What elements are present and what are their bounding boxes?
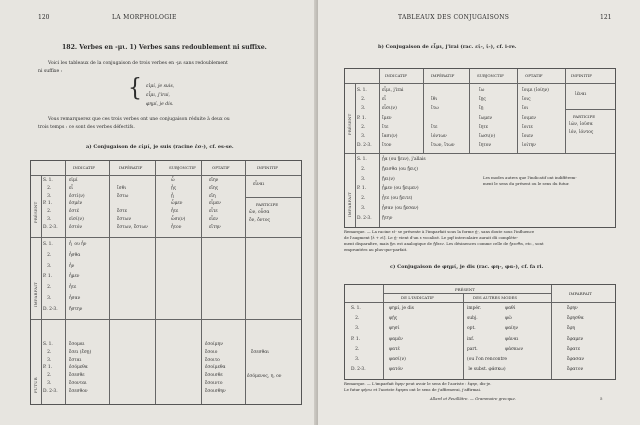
subjonctif-column: ὦ ᾖς ᾖ ὦμεν ἦτε ὦσι(ν) ἦτον [171, 178, 186, 230]
running-head: LA MORPHOLOGIE [112, 14, 177, 21]
note-line-1: Vous remarquerez que ces trois verbes ont une conjugaison réduite à deux ou [48, 117, 230, 122]
imparfait-column: ἔφην ἔφησθα ἔφη ἔφαμεν ἔφατε ἔφασαν ἔφατον [567, 306, 585, 373]
table-rule [383, 285, 384, 379]
participle-value: ὤν, οὖσα ὄν, ὄντος [249, 210, 270, 223]
intro-line-2: ni suffixe : [38, 69, 63, 74]
participle-value: ἰών, ἰοῦσα ἰόν, ἰόντος [569, 122, 594, 135]
remark-line: ment disparaître, mais ᾔει est analogique de ᾔδειν. Les désinences comme celle de ᾔεισθα, etc., sont [344, 241, 544, 246]
page-number: 120 [38, 14, 50, 21]
mode-labels-column: impér. subj. opt. inf. part. (ou l'on rencontre le subst. φάσκω) [467, 306, 507, 373]
indicatif-column: εἶμι, j'irai εἶ εἶσι(ν) ἴμεν ἴτε ἴασι(ν) ἴτον [382, 88, 404, 149]
table-rule [345, 302, 615, 303]
mode-forms-column: φαθί φῶ φαίην φάναι φάσκων [505, 306, 524, 352]
table-note: Les modes autres que l'indicatif ont indifférem- ment le sens du présent ou le sens du futur. [483, 175, 577, 186]
table-rule [345, 83, 615, 84]
participle-label: PARTICIPE [256, 202, 279, 207]
conjugation-table-eimi-go [344, 68, 616, 228]
column-header: SUBJONCTIF [477, 73, 504, 78]
participle-label: PARTICIPE [573, 114, 596, 119]
column-header: DES AUTRES MODES [473, 295, 518, 300]
table-rule [551, 285, 552, 379]
verb-list-brace: { [128, 74, 142, 103]
table-a-title: a) Conjugaison de εἰμί, je suis (racine ἐσ-), cf. es-se. [86, 144, 234, 150]
column-header: INFINITIF [571, 73, 592, 78]
person-column: S. 1. 2. 3. P. 1. 2. 3. D. 2-3. [43, 342, 58, 394]
tense-label: IMPARFAIT [33, 282, 38, 307]
verb-list-item: εἰμί, je suis, [146, 84, 175, 89]
indicatif-column: φημί, je dis φῄς φησί φαμέν φατέ φασί(ν) φατόν [389, 306, 414, 373]
indicatif-column: εἰμί εἶ ἐστί(ν) ἐσμέν ἐστέ εἰσί(ν) ἐστόν [69, 178, 85, 230]
table-rule [41, 175, 42, 404]
section-heading: 182. Verbes en -μι. 1) Verbes sans redoublement ni suffixe. [62, 44, 267, 51]
left-page [0, 0, 318, 425]
imperatif-column: ἴσθι ἔστω ἔστε ἔστων ἔστων, ἔστων [117, 185, 148, 230]
person-column: S. 1. 2. 3. P. 1. 2. 3. D. 2-3. [43, 242, 58, 312]
table-rule [469, 69, 470, 153]
infinitif-value: ἰέναι [575, 92, 587, 97]
column-header: INDICATIF [385, 73, 408, 78]
column-header: IMPARFAIT [569, 291, 592, 296]
page-number: 121 [600, 14, 612, 21]
optatif-column: εἴην εἴης εἴη εἶμεν εἶτε εἶεν εἴτην [209, 178, 221, 230]
column-header: IMPÉRATIF [119, 165, 143, 170]
tense-label: PRÉSENT [347, 113, 352, 135]
conjugation-table-eimi [30, 160, 302, 405]
column-header: OPTATIF [212, 165, 230, 170]
column-header: DE L'INDICATIF [401, 295, 434, 300]
table-b-title: b) Conjugaison de εἶμι, j'irai (rac. εἰ-, ἰ-), cf. i-re. [378, 44, 517, 50]
tense-label: PRÉSENT [33, 201, 38, 223]
intro-line-1: Voici les tableaux de la conjugaison de trois verbes en -μι sans redoublement [48, 61, 228, 66]
indicatif-column: ἦ ου ἦν ἦσθα ἦν ἦμεν ἦτε ἦσαν ἤστην [69, 242, 87, 312]
column-header: OPTATIF [525, 73, 543, 78]
note-line-2: trois temps : ce sont des verbes défectifs. [38, 125, 135, 130]
table-rule [355, 83, 356, 227]
table-rule [31, 237, 301, 238]
column-header: INFINITIF [257, 165, 278, 170]
table-rule [109, 161, 110, 404]
optatif-column: ἐσοίμην ἔσοιο ἔσοιτο ἐσοίμεθα ἔσοισθε ἔσοιντο ἔσοισθην [205, 342, 226, 394]
table-rule [379, 69, 380, 227]
present-header: PRÉSENT [455, 287, 475, 292]
table-c-title: c) Conjugaison de φημί, je dis (rac. φη-, φα-), cf. fa ri. [390, 264, 544, 270]
person-column: S. 1. 2. 3. P. 1. 2. 3. D. 2-3. [357, 88, 372, 149]
person-column: S. 1. 2. 3. P. 1. 2. 3. D. 2-3. [43, 178, 58, 230]
tense-label: FUTUR [33, 377, 38, 393]
table-rule [565, 109, 615, 110]
table-rule [565, 69, 566, 153]
table-rule [345, 153, 615, 154]
conjugation-table-phemi [344, 284, 616, 380]
remark-line: Le futur φήσω et l'aoriste ἔφησα ont le sens de j'affirmerai, j'affirmai. [344, 387, 482, 392]
table-rule [463, 293, 464, 379]
column-header: IMPÉRATIF [431, 73, 455, 78]
indicatif-column: ἔσομαι ἔσει (ἔσῃ) ἔσται ἐσόμεθα ἔσεσθε ἔσονται ἔσεσθον [69, 342, 92, 394]
infinitif-value: ἔσεσθαι [251, 350, 269, 355]
table-rule [155, 161, 156, 404]
remark-line: de l'augment [ἐ + εἰ]. Le ᾐ- vient d'un ε vocalisé. Le pqf intercalaire aurait dû complète- [344, 235, 518, 240]
subjonctif-column: ἴω ἴῃς ἴῃ ἴωμεν ἴητε ἴωσι(ν) ἴητον [479, 88, 496, 149]
table-rule [65, 161, 66, 404]
remark-line: Remarque. — L'imparfait ἔφην peut avoir le sens de l'aoriste : ἔφην, dis-je. [344, 381, 492, 386]
page-footer: Allard et Feuillâtre. — Grammaire grecque. [430, 396, 516, 401]
verb-list-item: φημί, je dis. [146, 102, 174, 107]
running-head: TABLEAUX DES CONJUGAISONS [398, 14, 510, 21]
column-header: SUBJONCTIF [169, 165, 196, 170]
table-rule [245, 197, 301, 198]
imperatif-column: ἴθι ἴτω ἴτε ἰόντων ἴτων, ἴτων [431, 97, 455, 149]
table-rule [423, 69, 424, 153]
signature-mark: 5 [600, 396, 603, 401]
indicatif-column: ᾖα (ou ᾔειν), j'allais ᾔεισθα (ou ᾔεις) ᾔει(ν) ᾖμεν (ou ᾔειμεν) ᾖτε (ou ᾔειτε) ᾖσαν (ou ᾔεσαν) ᾔτην [382, 157, 426, 221]
column-header: INDICATIF [73, 165, 96, 170]
person-column: S. 1. 2. 3. P. 1. 2. 3. D. 2-3. [351, 306, 366, 373]
infinitif-value: εἶναι [253, 182, 265, 187]
table-rule [517, 69, 518, 153]
right-page [318, 0, 640, 425]
person-column: S. 1. 2. 3. P. 1. 2. 3. D. 2-3. [357, 157, 372, 221]
table-rule [201, 161, 202, 404]
optatif-column: ἴοιμι (ἰοίην) ἴοις ἴοι ἴοιμεν ἴοιτε ἴοιεν ἰοίτην [522, 88, 549, 149]
table-rule [31, 175, 301, 176]
tense-label: IMPARFAIT [347, 192, 352, 217]
table-rule [31, 319, 301, 320]
verb-list-item: εἶμι, j'irai, [146, 93, 170, 98]
participle-value: ἐσόμενος, η, ον [247, 374, 282, 379]
remark-line: empruntées au plus-que-parfait. [344, 247, 408, 252]
remark-line: Remarque. — La racine εἰ- se présente à l'imparfait sous la forme ᾐ-, sans doute sous l'influence [344, 229, 535, 234]
